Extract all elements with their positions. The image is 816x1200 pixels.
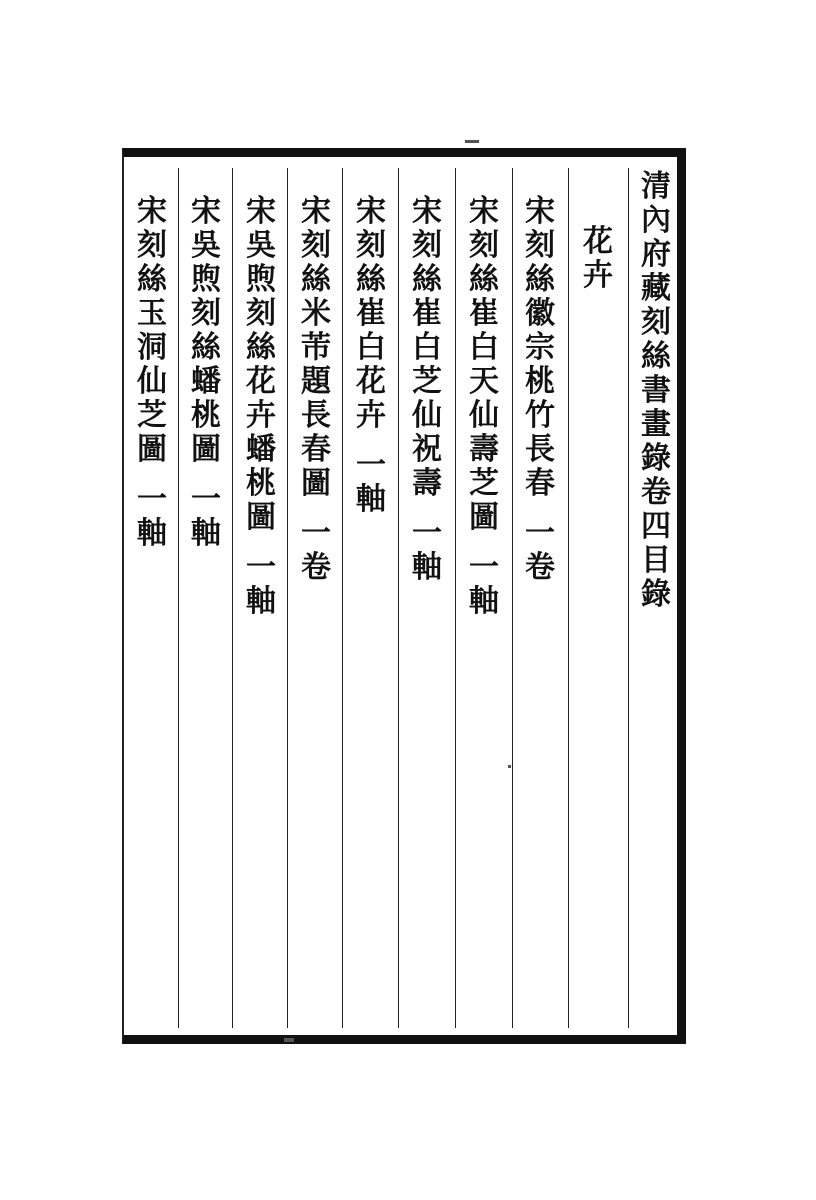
glyph: 刻	[356, 228, 386, 263]
glyph: 壽	[469, 432, 499, 467]
glyph: 刻	[301, 228, 331, 263]
glyph: 題	[301, 364, 331, 399]
glyph: 卉	[246, 398, 276, 433]
glyph: 圖	[191, 432, 221, 467]
entry-count	[525, 517, 555, 585]
glyph: 宋	[356, 194, 386, 229]
glyph: 煦	[191, 262, 221, 297]
glyph: 絲	[356, 262, 386, 297]
entry-count	[137, 483, 167, 551]
glyph: 蟠	[191, 364, 221, 399]
glyph: 祝	[412, 432, 442, 467]
column-rule	[398, 168, 399, 1028]
glyph: 宋	[301, 194, 331, 229]
glyph: 竹	[525, 398, 555, 433]
glyph: 一	[356, 448, 386, 483]
glyph: 圖	[469, 500, 499, 535]
glyph: 煦	[246, 262, 276, 297]
glyph: 卉	[356, 398, 386, 433]
glyph: 刻	[525, 228, 555, 263]
column-rule	[342, 168, 343, 1028]
glyph: 崔	[469, 296, 499, 331]
glyph: 刻	[246, 296, 276, 331]
section-heading	[578, 225, 618, 293]
glyph: 絲	[525, 262, 555, 297]
glyph: 一	[469, 550, 499, 585]
glyph: 目	[641, 543, 671, 578]
glyph: 宋	[246, 194, 276, 229]
glyph: 壽	[412, 466, 442, 501]
scan-speck	[465, 140, 479, 143]
glyph: 絲	[246, 330, 276, 365]
glyph: 刻	[137, 228, 167, 263]
column-rule	[628, 168, 629, 1028]
entry-name	[301, 195, 331, 501]
entry-name	[191, 195, 221, 467]
glyph: 花	[246, 364, 276, 399]
column-rule	[568, 168, 569, 1028]
glyph: 長	[525, 432, 555, 467]
column-rule	[178, 168, 179, 1028]
entry-name	[412, 195, 442, 501]
glyph: 宋	[191, 194, 221, 229]
glyph: 白	[412, 330, 442, 365]
glyph: 軸	[356, 482, 386, 517]
glyph: 藏	[641, 271, 671, 306]
glyph: 一	[137, 482, 167, 517]
glyph: 書	[641, 373, 671, 408]
entry-count	[356, 449, 386, 517]
glyph: 仙	[469, 398, 499, 433]
glyph: 天	[469, 364, 499, 399]
glyph: 一	[191, 482, 221, 517]
glyph: 軸	[246, 584, 276, 619]
glyph: 芝	[412, 364, 442, 399]
glyph: 內	[641, 203, 671, 238]
glyph: 徽	[525, 296, 555, 331]
glyph: 吳	[191, 228, 221, 263]
glyph: 府	[641, 237, 671, 272]
entry-count	[191, 483, 221, 551]
entry-column	[241, 195, 281, 619]
glyph: 春	[301, 432, 331, 467]
glyph: 宋	[525, 194, 555, 229]
glyph: 圖	[246, 500, 276, 535]
glyph: 仙	[137, 364, 167, 399]
entry-column	[520, 195, 560, 585]
glyph: 桃	[191, 398, 221, 433]
entry-column	[464, 195, 504, 619]
glyph: 刻	[191, 296, 221, 331]
glyph: 軸	[412, 550, 442, 585]
glyph: 卷	[301, 550, 331, 585]
glyph: 宗	[525, 330, 555, 365]
glyph: 卷	[641, 475, 671, 510]
glyph: 宋	[137, 194, 167, 229]
column-rule	[287, 168, 288, 1028]
glyph: 玉	[137, 296, 167, 331]
column-rule	[455, 168, 456, 1028]
glyph: 軸	[469, 584, 499, 619]
glyph: 卷	[525, 550, 555, 585]
entry-name	[469, 195, 499, 535]
glyph: 長	[301, 398, 331, 433]
entry-column	[186, 195, 226, 551]
glyph: 花	[583, 224, 613, 259]
glyph: 軸	[191, 516, 221, 551]
entry-count	[301, 517, 331, 585]
scan-speck	[508, 765, 511, 768]
glyph: 一	[525, 516, 555, 551]
glyph: 軸	[137, 516, 167, 551]
glyph: 宋	[469, 194, 499, 229]
glyph: 宋	[412, 194, 442, 229]
column-rule	[512, 168, 513, 1028]
glyph: 絲	[137, 262, 167, 297]
column-rule	[232, 168, 233, 1028]
entry-name	[525, 195, 555, 501]
scan-speck	[284, 1038, 294, 1042]
glyph: 桃	[246, 466, 276, 501]
glyph: 吳	[246, 228, 276, 263]
glyph: 一	[412, 516, 442, 551]
glyph: 一	[246, 550, 276, 585]
glyph: 芾	[301, 330, 331, 365]
glyph: 洞	[137, 330, 167, 365]
glyph: 四	[641, 509, 671, 544]
glyph: 刻	[641, 305, 671, 340]
glyph: 畫	[641, 407, 671, 442]
glyph: 蟠	[246, 432, 276, 467]
glyph: 一	[301, 516, 331, 551]
entry-column	[407, 195, 447, 585]
glyph: 圖	[301, 466, 331, 501]
glyph: 白	[356, 330, 386, 365]
glyph: 錄	[641, 577, 671, 612]
glyph: 錄	[641, 441, 671, 476]
glyph: 桃	[525, 364, 555, 399]
glyph: 刻	[412, 228, 442, 263]
glyph: 芝	[137, 398, 167, 433]
glyph: 仙	[412, 398, 442, 433]
catalog-title	[636, 170, 676, 612]
glyph: 絲	[641, 339, 671, 374]
glyph: 絲	[412, 262, 442, 297]
entry-count	[469, 551, 499, 619]
entry-name	[356, 195, 386, 433]
glyph: 刻	[469, 228, 499, 263]
glyph: 卉	[583, 258, 613, 293]
glyph: 崔	[356, 296, 386, 331]
entry-column	[296, 195, 336, 585]
glyph: 圖	[137, 432, 167, 467]
glyph: 米	[301, 296, 331, 331]
entry-count	[246, 551, 276, 619]
entry-name	[137, 195, 167, 467]
entry-column	[351, 195, 391, 517]
entry-name	[246, 195, 276, 535]
entry-count	[412, 517, 442, 585]
glyph: 絲	[301, 262, 331, 297]
glyph: 絲	[469, 262, 499, 297]
glyph: 花	[356, 364, 386, 399]
glyph: 絲	[191, 330, 221, 365]
glyph: 清	[641, 169, 671, 204]
entry-column	[132, 195, 172, 551]
glyph: 白	[469, 330, 499, 365]
glyph: 春	[525, 466, 555, 501]
glyph: 芝	[469, 466, 499, 501]
glyph: 崔	[412, 296, 442, 331]
